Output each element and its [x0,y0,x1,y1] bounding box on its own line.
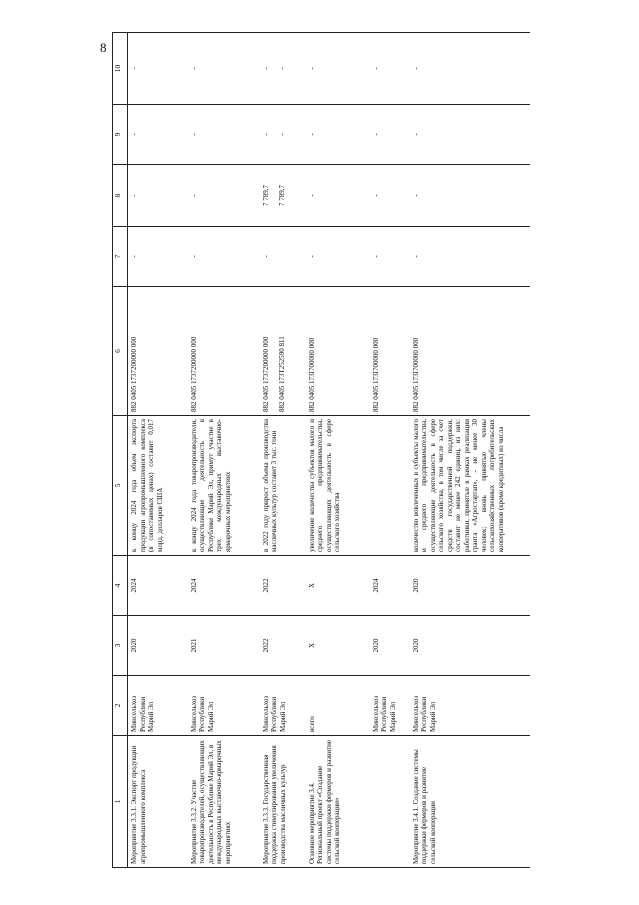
start-year: 2021 [188,616,260,676]
page-number: 8 [100,40,107,55]
end-year: 2022 [260,556,306,616]
value: - [278,133,286,136]
value-col-7: - [306,227,370,287]
value-col-7: - [410,227,530,287]
amount: 7 789,7 [261,185,270,206]
activity-name: Основное мероприятие 3.4. Региональный проект «Создание системы поддержки фермеров и развитие сельской кооперации» [306,736,370,868]
value-col-9 [260,105,306,165]
end-year: 2024 [128,556,188,616]
value-col-10: - [410,33,530,105]
value-col-9: - [370,105,410,165]
table-row [260,33,306,868]
value: - [278,67,286,70]
value: - [261,133,270,136]
end-year: 2024 [370,556,410,616]
end-year: X [306,556,370,616]
value-col-7: - [128,227,188,287]
end-year: 2020 [410,556,530,616]
start-year: 2022 [260,616,306,676]
budget-code: 882 0405 1737200000 000 [261,336,270,412]
value-col-9: - [306,105,370,165]
table-row [410,33,530,868]
activity-name: Мероприятие 3.3.3. Государственная поддержка стимулирования увеличения производства масличных культур [260,736,306,868]
budget-code: 882 0405 173I700000 000 [370,287,410,416]
header-col-6: 6 [113,287,128,416]
table-row [188,33,260,868]
value-col-8: - [410,165,530,227]
value-col-7: - [188,227,260,287]
executor: Минсельхоз Республики Марий Эл [370,676,410,736]
expected-result: количество вовлеченных в субъекты малого и среднего предпринимательства, осуществляющие деятельность в сфере сельского хозяйства, в том числе за счет средств государственной поддержки, составит не менее 242 единиц, из них: работники, принятые в рамках реализации гранта «Агростартап», - не менее 30 человек; вновь принятые члены сельскохозяйственных потребительских кооперативов (кроме кредитных) из числа [410,416,530,556]
value-col-9: - [410,105,530,165]
activity-name: Мероприятие 3.3.2. Участие товаропроизводителей, осуществляющих деятельность в Республике Марий Эл, в международных выставочно-ярмарочных мероприятиях [188,736,260,868]
value-col-9: - [188,105,260,165]
header-col-8: 8 [113,165,128,227]
value-col-10: - [128,33,188,105]
executor: Минсельхоз Республики Марий Эл [410,676,530,736]
expected-result: к концу 2024 года товаропроизводители, осуществляющие деятельность в Республике Марий Эл, примут участие в трех международных выставочно-ярмарочных мероприятиях [188,416,260,556]
budget-code: 882 0405 173T252590 811 [278,336,286,412]
end-year: 2024 [188,556,260,616]
value-col-8: - [370,165,410,227]
budget-code: 882 0405 1737200000 000 [128,287,188,416]
rotated-landscape-page [112,33,532,868]
executor: всего [306,676,370,736]
budget-codes [260,287,306,416]
value-col-10: - [188,33,260,105]
value-col-8 [260,165,306,227]
start-year: 2020 [128,616,188,676]
value-col-10: - [370,33,410,105]
program-activities-table [112,32,530,868]
header-col-10: 10 [113,33,128,105]
value-col-10: - [306,33,370,105]
header-col-9: 9 [113,105,128,165]
start-year: X [306,616,370,676]
value-col-8: - [306,165,370,227]
value-col-8: - [188,165,260,227]
table-row [128,33,188,868]
table-row [370,33,410,868]
expected-result: увеличение количества субъектов малого и среднего предпринимательства, осуществляющих деятельность в сфере сельского хозяйства [306,416,370,556]
value-col-8: - [128,165,188,227]
activity-name [370,736,410,868]
expected-result [370,416,410,556]
header-col-1: 1 [113,736,128,868]
value-col-7: - [370,227,410,287]
executor: Минсельхоз Республики Марий Эл [260,676,306,736]
expected-result: в 2022 году прирост объема производства масличных культур составит 3 тыс. тонн [260,416,306,556]
header-col-3: 3 [113,616,128,676]
value: - [261,67,270,70]
amount: 7 789,7 [278,185,286,206]
start-year: 2020 [410,616,530,676]
header-col-5: 5 [113,416,128,556]
executor: Минсельхоз Республики Марий Эл [128,676,188,736]
start-year: 2020 [370,616,410,676]
budget-code: 882 0405 173I700000 000 [306,287,370,416]
budget-code: 882 0405 1737200000 000 [188,287,260,416]
header-row [113,33,128,868]
activity-name: Мероприятие 3.4.1. Создание системы поддержки фермеров и развитие сельской кооперации [410,736,530,868]
value-col-9: - [128,105,188,165]
value-col-10 [260,33,306,105]
activity-name: Мероприятие 3.3.1. Экспорт продукции агропромышленного комплекса [128,736,188,868]
executor: Минсельхоз Республики Марий Эл [188,676,260,736]
header-col-7: 7 [113,227,128,287]
value-col-7: - [260,227,306,287]
header-col-4: 4 [113,556,128,616]
expected-result: к концу 2024 года объем экспорта продукции агропромышленного комплекса (в сопоставимых ценах) составит 0,017 млрд. долларов США [128,416,188,556]
budget-code: 882 0405 173I700000 000 [410,287,530,416]
table-row [306,33,370,868]
header-col-2: 2 [113,676,128,736]
